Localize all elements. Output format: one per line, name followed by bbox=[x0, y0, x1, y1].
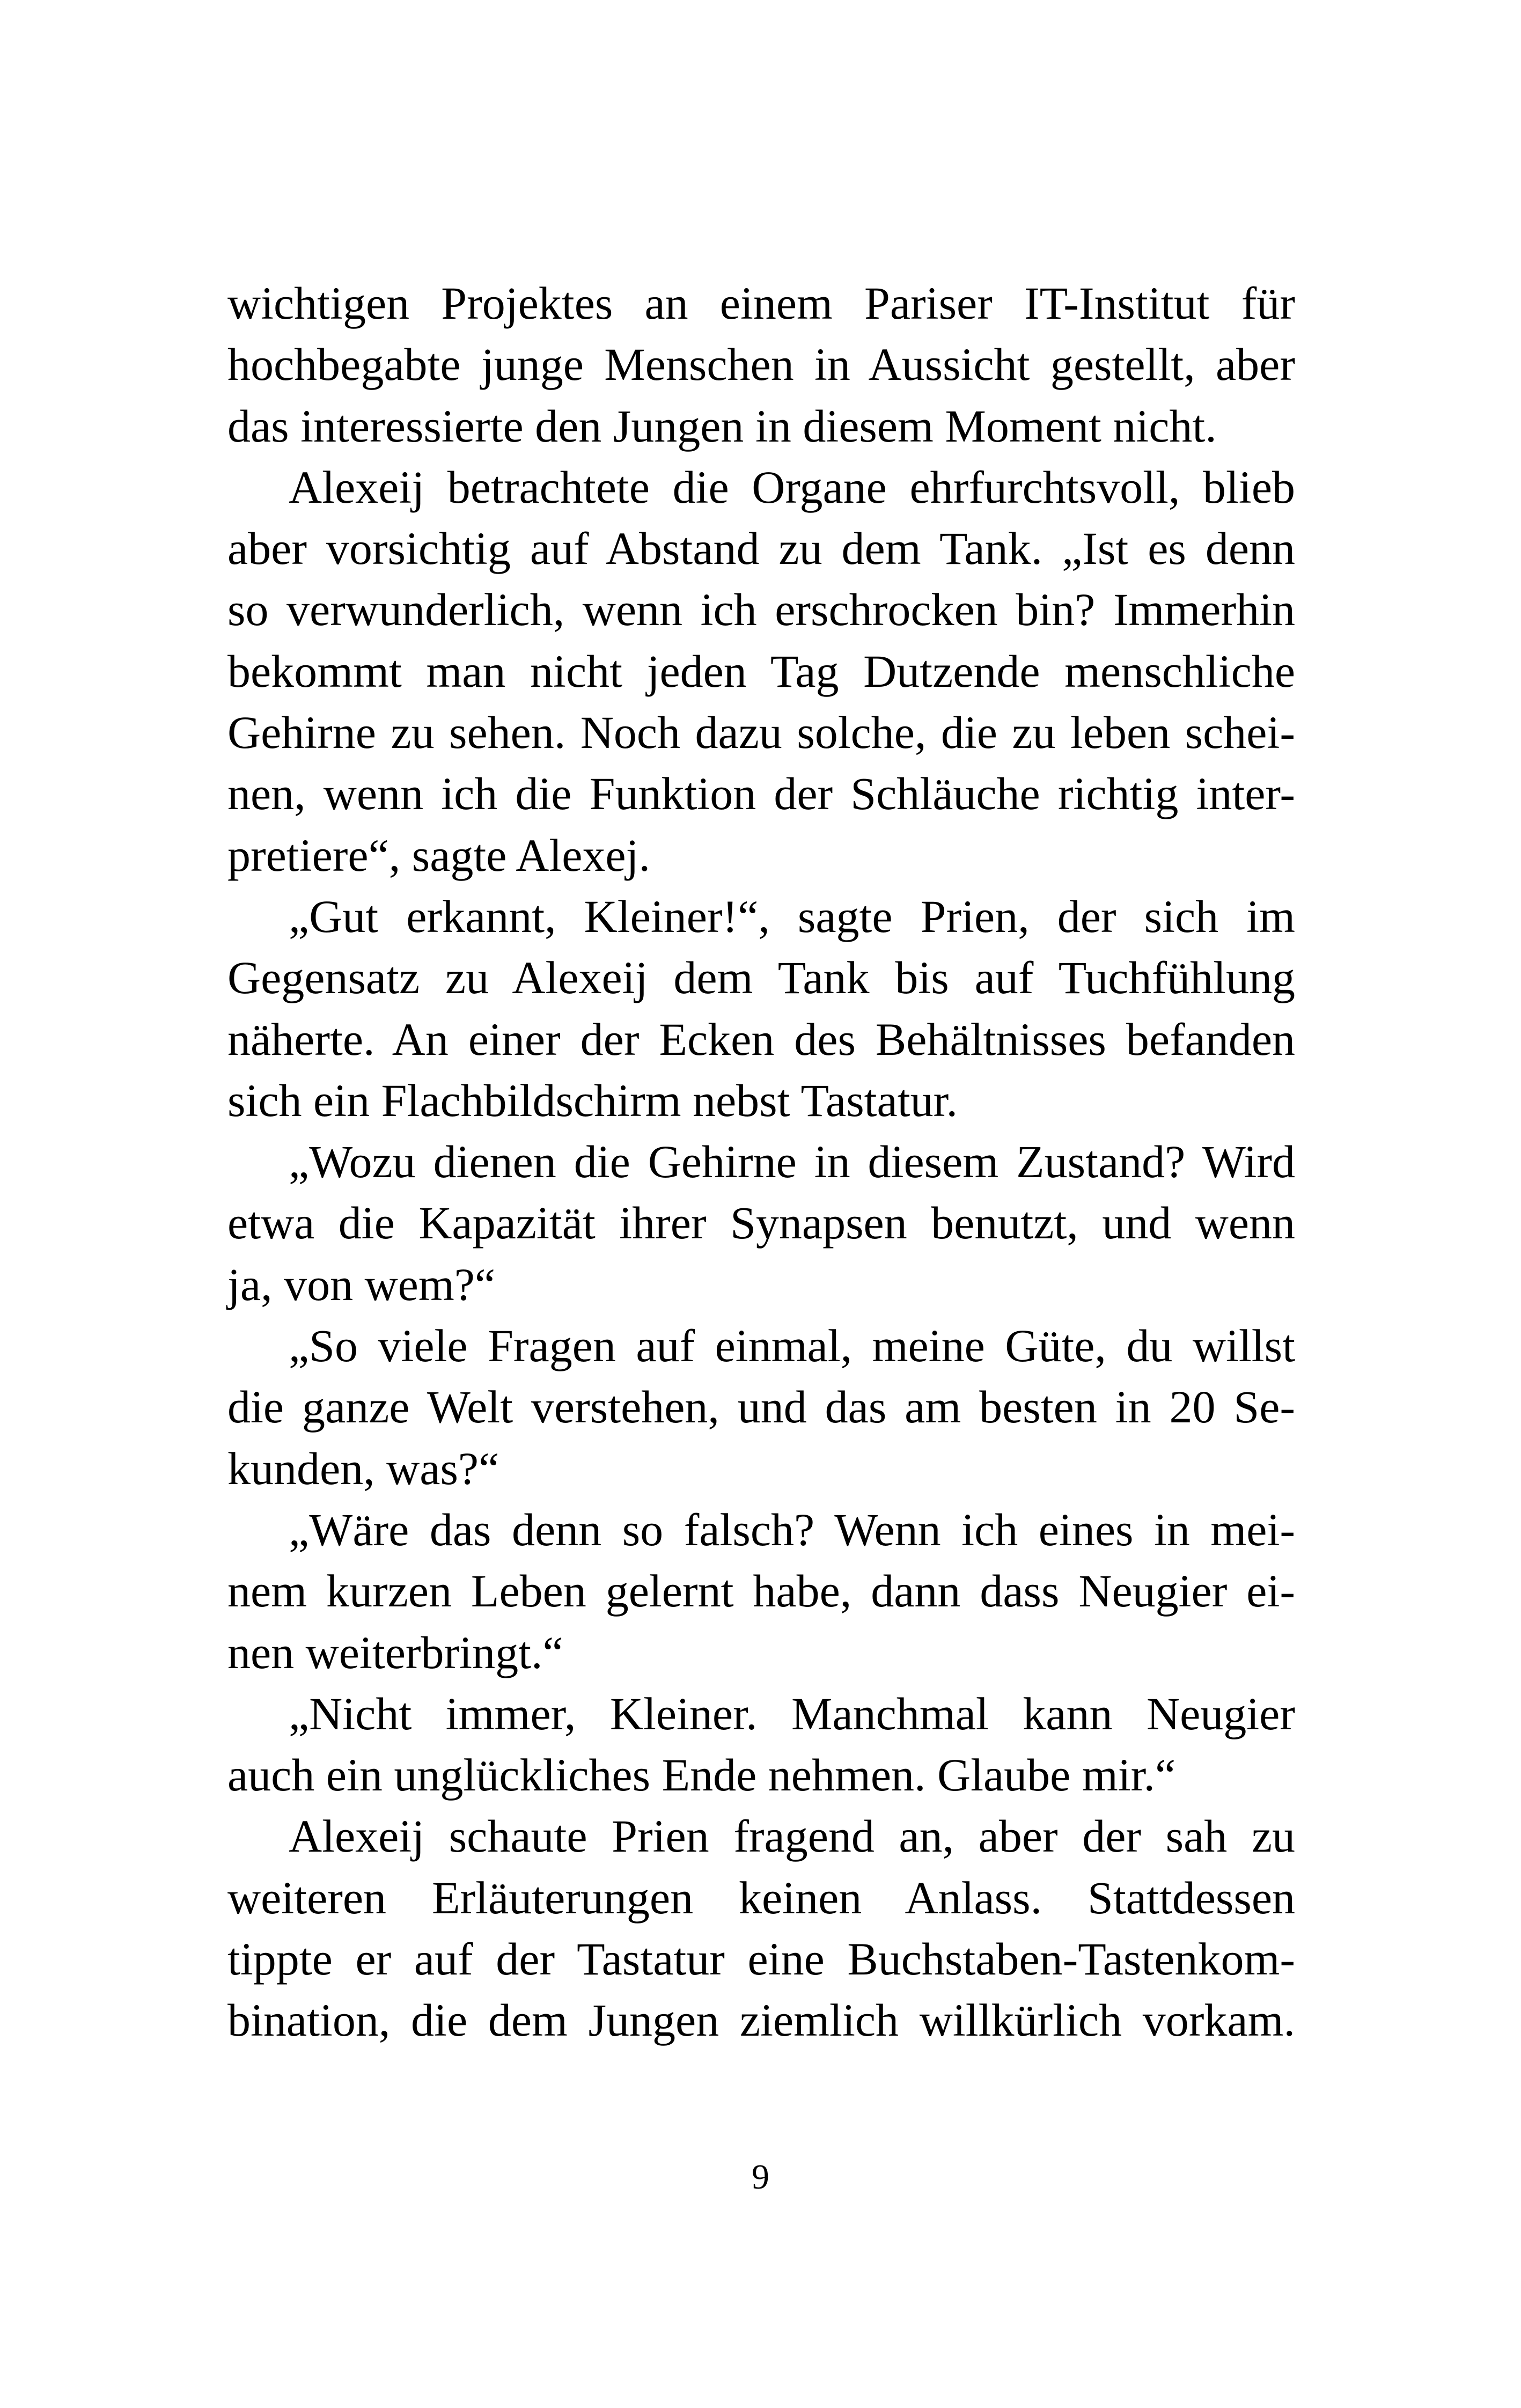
text-line: Alexeij schaute Prien fragend an, aber der sah zu bbox=[289, 1810, 1295, 1862]
text-line: „Wozu dienen die Gehirne in diesem Zustand? Wird bbox=[289, 1136, 1295, 1188]
text-line: hochbegabte junge Menschen in Aussicht gestellt, aber bbox=[227, 339, 1295, 391]
text-line: nen, wenn ich die Funktion der Schläuche richtig inter- bbox=[227, 768, 1295, 820]
text-line: Gegensatz zu Alexeij dem Tank bis auf Tuchfühlung bbox=[227, 952, 1295, 1004]
text-line: pretiere“, sagte Alexej. bbox=[227, 829, 650, 881]
text-line: nem kurzen Leben gelernt habe, dann dass Neugier ei- bbox=[227, 1565, 1295, 1617]
text-line: „Gut erkannt, Kleiner!“, sagte Prien, der sich im bbox=[289, 890, 1295, 942]
body-text bbox=[227, 273, 1295, 2051]
text-line: weiteren Erläuterungen keinen Anlass. Stattdessen bbox=[227, 1871, 1295, 1924]
text-line: „Nicht immer, Kleiner. Manchmal kann Neugier bbox=[289, 1687, 1295, 1739]
text-line: so verwunderlich, wenn ich erschrocken bin? Immerhin bbox=[227, 584, 1295, 636]
text-line: „Wäre das denn so falsch? Wenn ich eines in mei- bbox=[289, 1503, 1295, 1555]
text-line: bekommt man nicht jeden Tag Dutzende menschliche bbox=[227, 645, 1295, 697]
text-line: ja, von wem?“ bbox=[227, 1258, 496, 1310]
text-line: näherte. An einer der Ecken des Behältnisses befanden bbox=[227, 1013, 1295, 1065]
text-line: aber vorsichtig auf Abstand zu dem Tank. „Ist es denn bbox=[227, 523, 1295, 575]
text-line: „So viele Fragen auf einmal, meine Güte, du willst bbox=[289, 1320, 1295, 1372]
text-line: die ganze Welt verstehen, und das am besten in 20 Se- bbox=[227, 1381, 1295, 1433]
text-line: bination, die dem Jungen ziemlich willkürlich vorkam. bbox=[227, 1994, 1295, 2046]
text-line: etwa die Kapazität ihrer Synapsen benutzt, und wenn bbox=[227, 1197, 1295, 1249]
text-line: sich ein Flachbildschirm nebst Tastatur. bbox=[227, 1074, 958, 1126]
text-line: nen weiterbringt.“ bbox=[227, 1626, 563, 1678]
text-line: wichtigen Projektes an einem Pariser IT-Institut für bbox=[227, 277, 1295, 329]
text-line: kunden, was?“ bbox=[227, 1442, 499, 1494]
text-line: das interessierte den Jungen in diesem Moment nicht. bbox=[227, 400, 1217, 452]
page-number: 9 bbox=[752, 2157, 769, 2197]
text-line: Alexeij betrachtete die Organe ehrfurchtsvoll, blieb bbox=[289, 461, 1295, 513]
text-line: tippte er auf der Tastatur eine Buchstaben-Tastenkom- bbox=[227, 1933, 1295, 1985]
text-line: auch ein unglückliches Ende nehmen. Glaube mir.“ bbox=[227, 1749, 1176, 1801]
text-line: Gehirne zu sehen. Noch dazu solche, die zu leben schei- bbox=[227, 707, 1295, 759]
